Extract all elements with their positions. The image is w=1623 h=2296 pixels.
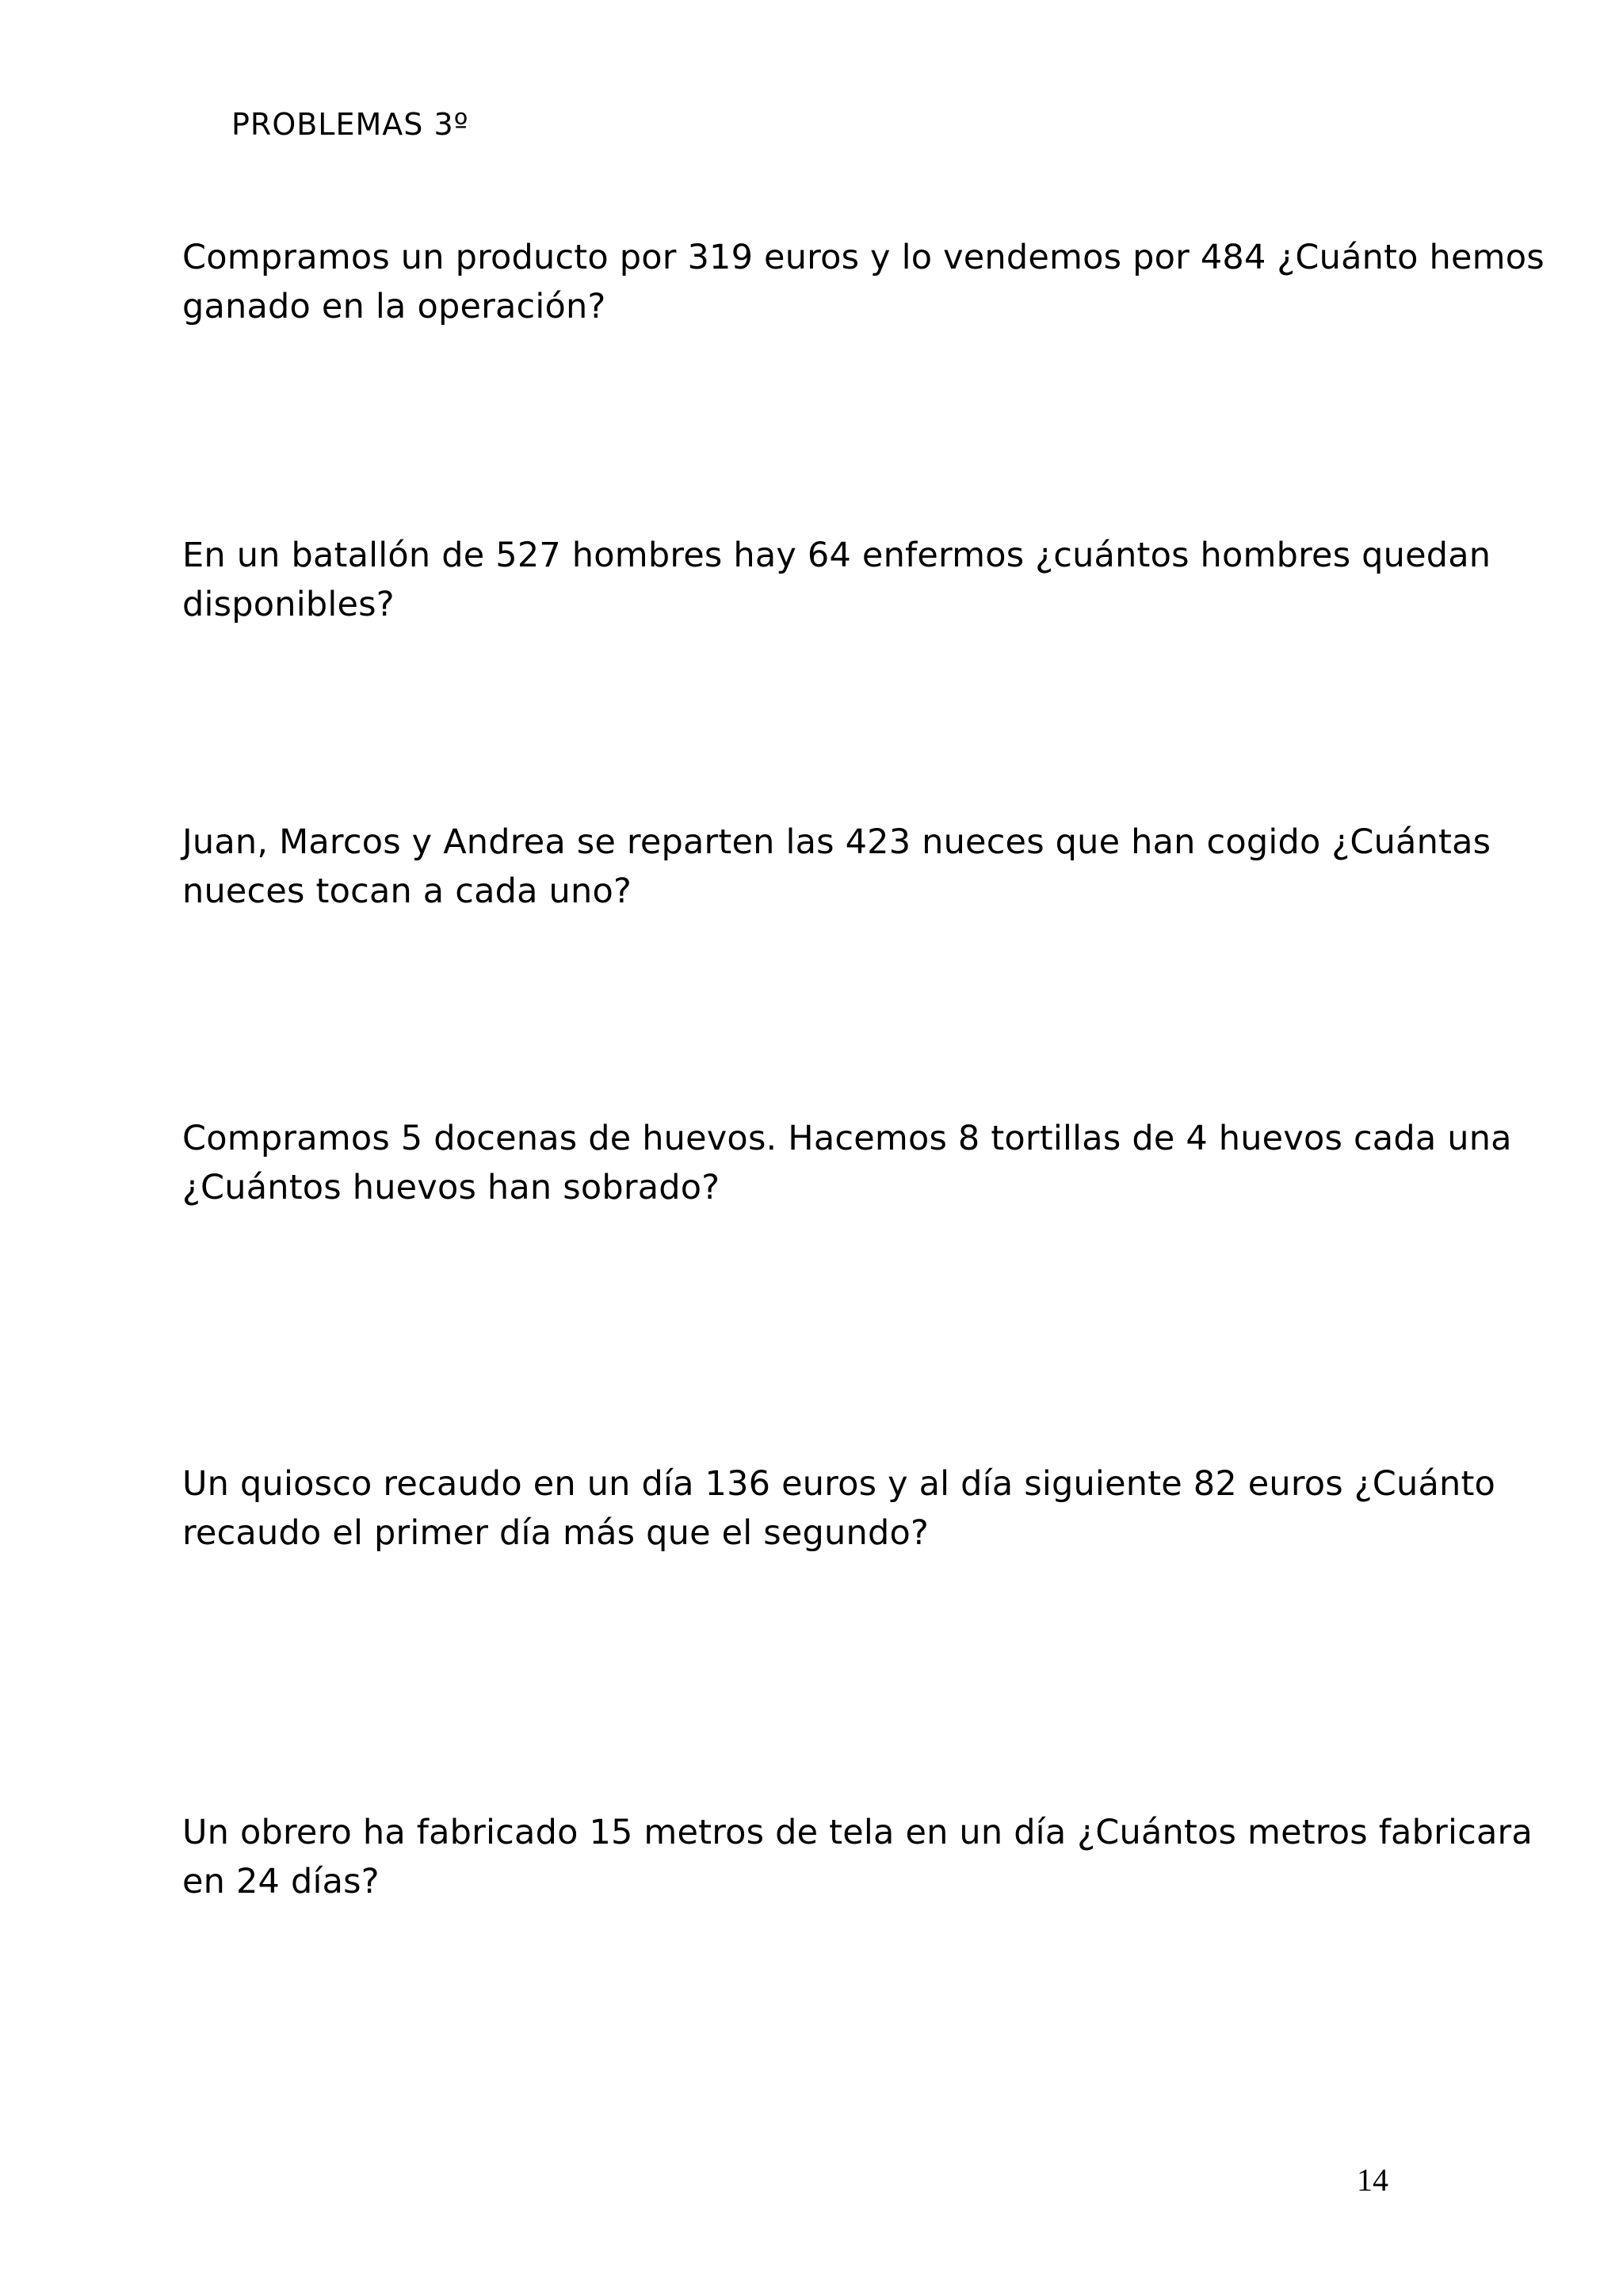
page-number: 14 — [1357, 2162, 1388, 2198]
problem-2-line-1: En un batallón de 527 hombres hay 64 enfermos ¿cuántos hombres quedan — [182, 536, 1491, 575]
problem-4 — [182, 1114, 1512, 1212]
page-title: PROBLEMAS 3º — [231, 107, 469, 142]
problem-5-line-2: recaudo el primer día más que el segundo? — [182, 1513, 929, 1553]
problem-4-line-2: ¿Cuántos huevos han sobrado? — [182, 1168, 720, 1207]
problem-2-line-2: disponibles? — [182, 585, 395, 624]
problem-3-line-2: nueces tocan a cada uno? — [182, 871, 632, 911]
problem-4-line-1: Compramos 5 docenas de huevos. Hacemos 8 tortillas de 4 huevos cada una — [182, 1119, 1512, 1158]
problem-5 — [182, 1459, 1496, 1558]
problem-6-line-1: Un obrero ha fabricado 15 metros de tela en un día ¿Cuántos metros fabricara — [182, 1813, 1533, 1852]
problem-1-line-2: ganado en la operación? — [182, 287, 606, 326]
problem-3 — [182, 818, 1491, 916]
problem-1-line-1: Compramos un producto por 319 euros y lo vendemos por 484 ¿Cuánto hemos — [182, 238, 1545, 277]
problem-2 — [182, 531, 1491, 629]
problem-6-line-2: en 24 días? — [182, 1862, 380, 1901]
problem-1 — [182, 233, 1545, 331]
problem-5-line-1: Un quiosco recaudo en un día 136 euros y al día siguiente 82 euros ¿Cuánto — [182, 1464, 1496, 1504]
problem-3-line-1: Juan, Marcos y Andrea se reparten las 423 nueces que han cogido ¿Cuántas — [182, 822, 1491, 862]
problem-6 — [182, 1808, 1533, 1906]
